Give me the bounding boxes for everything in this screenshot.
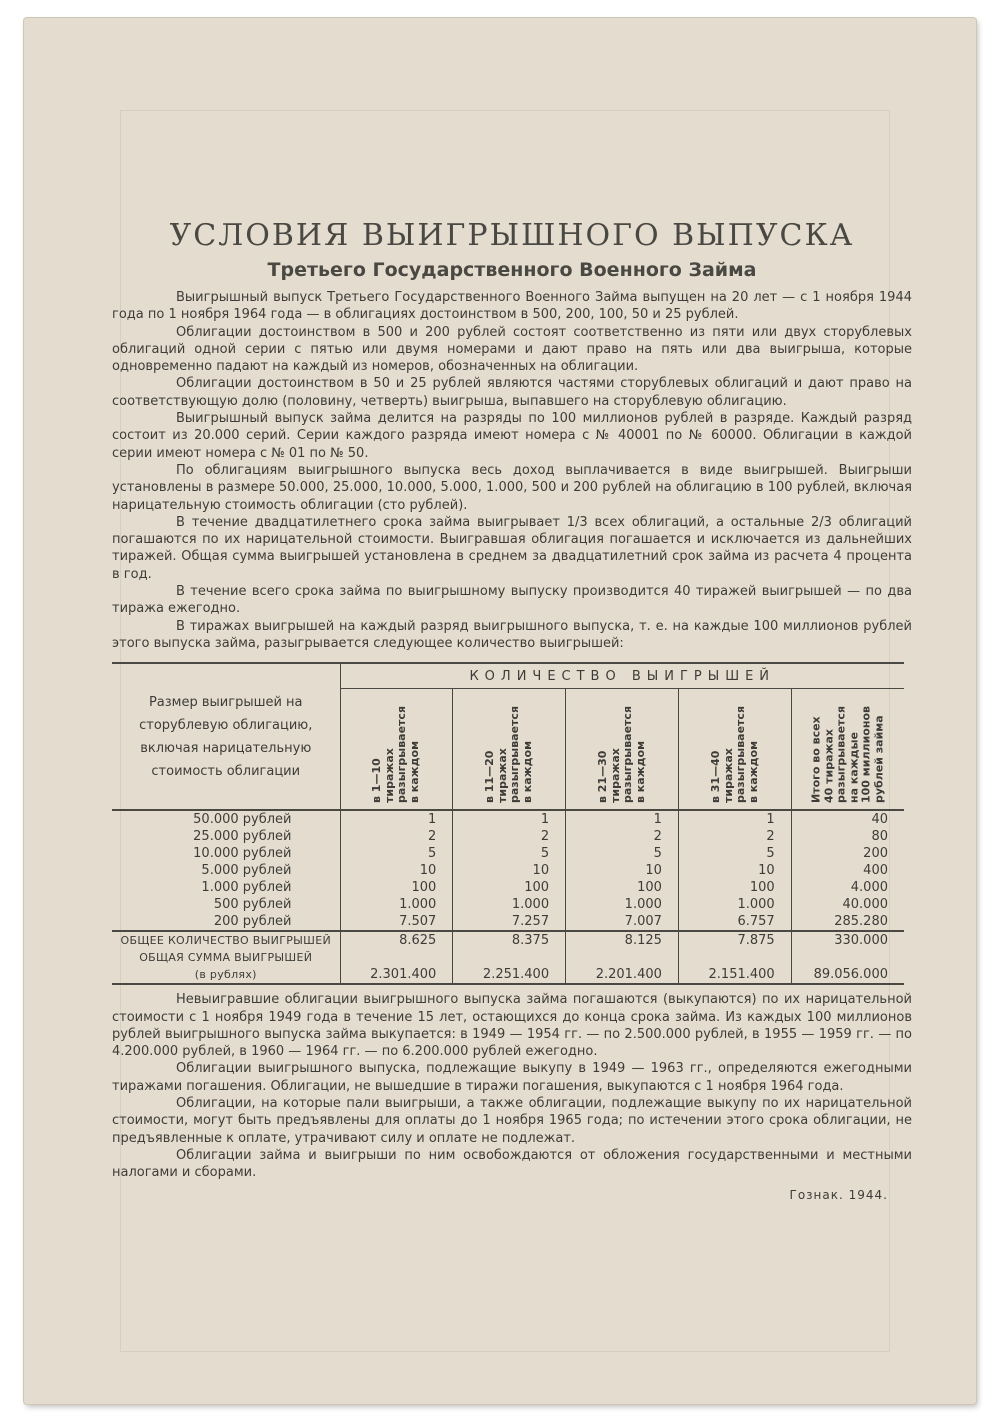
column-header	[678, 689, 791, 810]
table-cell: 40	[791, 810, 904, 828]
table-cell: 2.201.400	[566, 966, 679, 984]
total-sum-label-row	[112, 949, 904, 966]
column-header-line: разыгрывается	[395, 706, 409, 804]
prize-size: 1.000 рублей	[201, 880, 292, 896]
paragraph: В течение всего срока займа по выигрышному выпуску производится 40 тиражей выигрышей — по два тиража ежегодно.	[112, 584, 912, 617]
prize-size: 50.000 рублей	[193, 812, 292, 828]
column-header-line: в 1—10	[370, 758, 384, 804]
table-cell: 8.625	[340, 931, 453, 949]
prize-rows	[112, 810, 904, 931]
conditions-text	[112, 289, 912, 652]
paragraph: Облигации выигрышного выпуска, подлежащие выкупу в 1949 — 1963 гг., определяются ежегодными тиражами погашения. Облигации, не вышедшие в тиражи погашения, выкупаются с 1 ноября 1964 года.	[112, 1061, 912, 1094]
size-column-header: Размер выигрышей на сторублевую облигацию, включая нарицательную стоимость облигации	[139, 694, 313, 779]
table-cell: 7.007	[566, 913, 679, 931]
table-cell: 100	[678, 879, 791, 896]
table-row	[112, 896, 904, 913]
table-cell: 2	[678, 828, 791, 845]
redemption-text	[112, 991, 912, 1181]
column-header-line: в каждом	[746, 741, 760, 804]
prize-size: 200 рублей	[213, 914, 292, 930]
table-cell: 2	[453, 828, 566, 845]
table-row	[112, 810, 904, 828]
column-header-line: Итого во всех	[809, 716, 823, 804]
column-header-line: разыгрывается	[834, 706, 848, 804]
table-cell: 5	[678, 845, 791, 862]
table-cell: 2.151.400	[678, 966, 791, 984]
table-cell: 10	[566, 862, 679, 879]
column-header-line: в 21—30	[595, 750, 609, 804]
table-cell: 89.056.000	[791, 966, 904, 984]
group-header: КОЛИЧЕСТВО ВЫИГРЫШЕЙ	[340, 663, 904, 689]
document-subtitle: Третьего Государственного Военного Займа	[267, 259, 757, 281]
bond-paper	[24, 18, 976, 1404]
table-cell: 1.000	[340, 896, 453, 913]
table-cell: 8.375	[453, 931, 566, 949]
column-header	[340, 689, 453, 810]
paragraph: Выигрышный выпуск Третьего Государственного Военного Займа выпущен на 20 лет — с 1 ноября 1944 года по 1 ноября 1964 года — в облигациях достоинством в 500, 200, 100, 50 и 25 рублей.	[112, 290, 912, 323]
total-count-row	[112, 931, 904, 949]
column-header-line: разыгрывается	[733, 706, 747, 804]
column-header-line: на каждые	[846, 732, 860, 804]
paragraph: Облигации, на которые пали выигрыши, а также облигации, подлежащие выкупу по их нарицательной стоимости, могут быть предъявлены для оплаты до 1 ноября 1965 года; по истечении этого срока облигации, не предъявленные к оплате, утрачивают силу и оплате не подлежат.	[112, 1096, 912, 1146]
table-row	[112, 913, 904, 931]
column-header-line: 100 миллионов	[859, 706, 873, 804]
table-cell: 80	[791, 828, 904, 845]
prize-size: 5.000 рублей	[201, 863, 292, 879]
table-row	[112, 828, 904, 845]
prize-size: 500 рублей	[213, 897, 292, 913]
printer-imprint: Гознак. 1944.	[789, 1187, 888, 1202]
table-cell: 10	[340, 862, 453, 879]
table-cell: 285.280	[791, 913, 904, 931]
total-count-label: ОБЩЕЕ КОЛИЧЕСТВО ВЫИГРЫШЕЙ	[112, 931, 340, 949]
column-header-line: в каждом	[407, 741, 421, 804]
total-sum-row	[112, 966, 904, 984]
column-header-line: рублей займа	[871, 715, 885, 804]
column-header-line: в 11—20	[483, 750, 497, 804]
table-cell: 1	[678, 810, 791, 828]
table-cell: 5	[566, 845, 679, 862]
paragraph: Облигации достоинством в 50 и 25 рублей являются частями сторублевых облигаций и дают право на соответствующую долю (половину, четверть) выигрыша, выпавшего на сторублевую облигацию.	[112, 376, 912, 409]
table-row	[112, 862, 904, 879]
table-row	[112, 845, 904, 862]
table-cell: 8.125	[566, 931, 679, 949]
table-cell: 40.000	[791, 896, 904, 913]
table-cell: 7.257	[453, 913, 566, 931]
table-cell: 1	[453, 810, 566, 828]
table-cell: 1.000	[453, 896, 566, 913]
column-header	[453, 689, 566, 810]
table-cell: 330.000	[791, 931, 904, 949]
prize-table	[112, 662, 904, 985]
table-cell: 1	[340, 810, 453, 828]
table-cell: 100	[453, 879, 566, 896]
table-cell: 7.875	[678, 931, 791, 949]
table-cell: 5	[453, 845, 566, 862]
paragraph: Облигации достоинством в 500 и 200 рублей состоят соответственно из пяти или двух сторублевых облигаций одной серии с пятью или двумя номерами и дают право на пять или два выигрыша, которые одновременно падают на каждый из номеров, обозначенных на облигации.	[112, 324, 912, 375]
table-cell: 1.000	[678, 896, 791, 913]
table-cell: 100	[566, 879, 679, 896]
column-header-line: 40 тиражах	[821, 729, 835, 804]
table-cell: 2	[566, 828, 679, 845]
table-cell: 400	[791, 862, 904, 879]
column-header-line: тиражах	[608, 748, 622, 804]
table-cell: 10	[678, 862, 791, 879]
column-header	[791, 689, 904, 810]
paragraph: В тиражах выигрышей на каждый разряд выигрышного выпуска, т. е. на каждые 100 миллионов рублей этого выпуска займа, разыгрывается следующее количество выигрышей:	[112, 618, 912, 651]
total-sum-label: ОБЩАЯ СУММА ВЫИГРЫШЕЙ	[139, 951, 313, 965]
table-cell: 200	[791, 845, 904, 862]
table-cell: 6.757	[678, 913, 791, 931]
table-cell: 2.301.400	[340, 966, 453, 984]
table-cell: 2	[340, 828, 453, 845]
table-row	[112, 879, 904, 896]
paragraph: Облигации займа и выигрыши по ним освобождаются от обложения государственными и местными налогами и сборами.	[112, 1147, 912, 1181]
column-header-line: разыгрывается	[508, 706, 522, 804]
paragraph: Невыигравшие облигации выигрышного выпуска займа погашаются (выкупаются) по их нарицательной стоимости с 1 ноября 1949 года в течение 15 лет, остающихся до конца срока займа. Из каждых 100 миллионов рублей выигрышного выпуска займа выкупается: в 1949 — 1954 гг. — по 2.500.000 рублей, в 1955 — 1959 гг. — по 4.200.000 рублей, в 1960 — 1964 гг. — по 6.200.000 рублей ежегодно.	[112, 992, 912, 1060]
column-header	[566, 689, 679, 810]
paragraph: Выигрышный выпуск займа делится на разряды по 100 миллионов рублей в разряде. Каждый разряд состоит из 20.000 серий. Серии каждого разряда имеют номера с № 40001 по № 60000. Облигации в каждой серии имеют номера с № 01 по № 50.	[112, 411, 912, 461]
column-header-line: тиражах	[382, 748, 396, 804]
table-cell: 1.000	[566, 896, 679, 913]
paragraph: По облигациям выигрышного выпуска весь доход выплачивается в виде выигрышей. Выигрыши установлены в размере 50.000, 25.000, 10.000, 5.000, 1.000, 500 и 200 рублей на облигацию в 100 рублей, включая нарицательную стоимость облигации (сто рублей).	[112, 462, 912, 513]
table-cell: 4.000	[791, 879, 904, 896]
column-header-line: в 31—40	[708, 750, 722, 804]
table-cell: 7.507	[340, 913, 453, 931]
table-cell: 100	[340, 879, 453, 896]
prize-size: 10.000 рублей	[193, 846, 292, 862]
table-cell: 2.251.400	[453, 966, 566, 984]
table-cell: 5	[340, 845, 453, 862]
prize-size: 25.000 рублей	[193, 829, 292, 845]
column-header-line: разыгрывается	[620, 706, 634, 804]
column-header-line: тиражах	[721, 748, 735, 804]
table-cell: 10	[453, 862, 566, 879]
paragraph: В течение двадцатилетнего срока займа выигрывает 1/3 всех облигаций, а остальные 2/3 облигаций погашаются по их нарицательной стоимости. Выигравшая облигация погашается и исключается из дальнейших тиражей. Общая сумма выигрышей установлена в среднем за двадцатилетний срок займа из расчета 4 процента в год.	[112, 514, 912, 582]
document-content	[112, 218, 912, 1202]
table-cell: 1	[566, 810, 679, 828]
total-sum-unit: (в рублях)	[112, 966, 340, 984]
column-header-line: тиражах	[495, 748, 509, 804]
document-title: УСЛОВИЯ ВЫИГРЫШНОГО ВЫПУСКА	[169, 218, 855, 253]
column-header-line: в каждом	[633, 741, 647, 804]
column-header-line: в каждом	[520, 741, 534, 804]
